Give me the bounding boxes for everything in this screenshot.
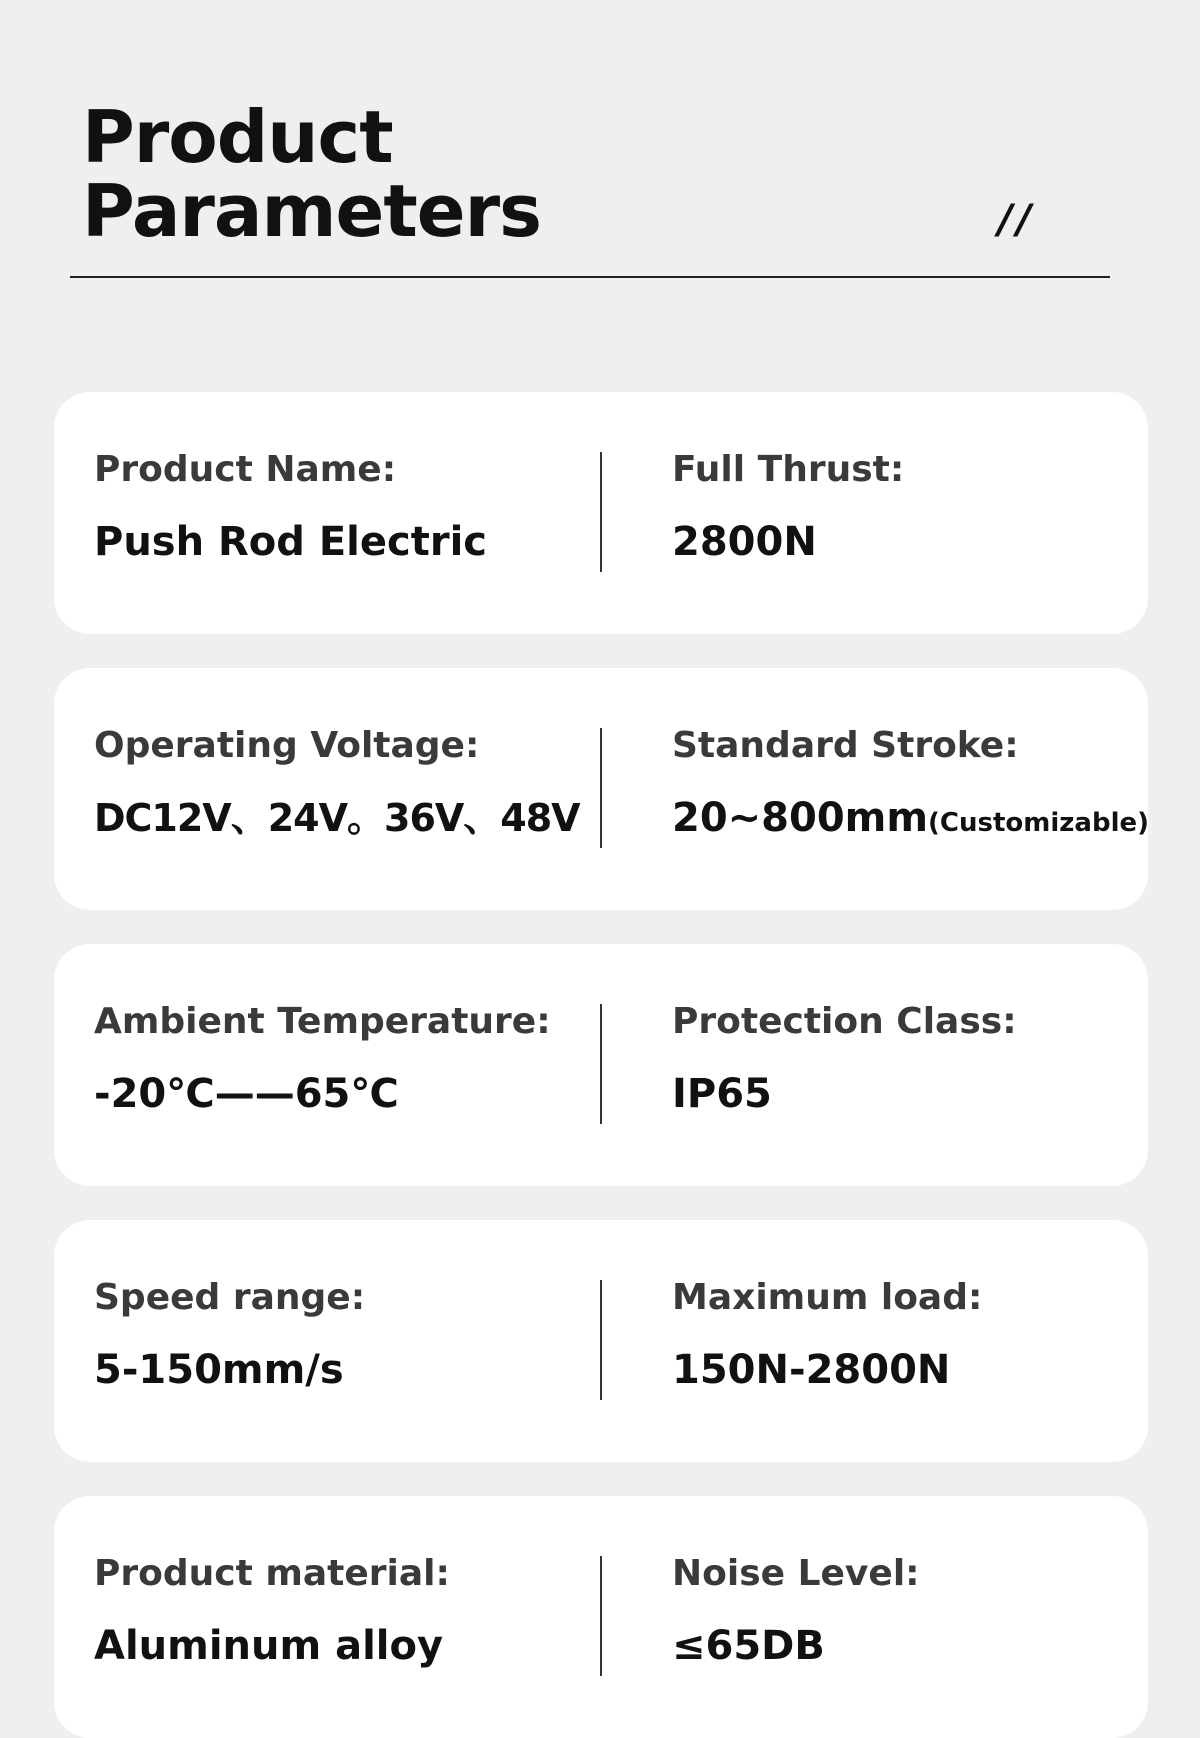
speed-range-value: 5-150mm/s [94, 1347, 344, 1393]
decorative-slash-mark: // [998, 197, 1036, 243]
product-name-value: Push Rod Electric [94, 519, 487, 565]
card-divider [600, 728, 602, 848]
maximum-load-value: 150N-2800N [672, 1347, 951, 1393]
operating-voltage-parameter [94, 724, 580, 842]
card-divider [600, 452, 602, 572]
protection-class-label: Protection Class: [672, 1001, 1017, 1042]
protection-class-parameter [672, 1000, 1017, 1118]
card-divider [600, 1556, 602, 1676]
speed-range-label: Speed range: [94, 1277, 366, 1318]
standard-stroke-parameter [672, 724, 1149, 847]
full-thrust-parameter [672, 448, 904, 566]
maximum-load-label: Maximum load: [672, 1277, 983, 1318]
noise-level-label: Noise Level: [672, 1553, 920, 1594]
operating-voltage-label: Operating Voltage: [94, 725, 480, 766]
parameter-card-material-noise [54, 1496, 1148, 1738]
speed-range-parameter [94, 1276, 365, 1394]
ambient-temperature-parameter [94, 1000, 551, 1118]
parameter-card-voltage-stroke [54, 668, 1148, 910]
parameter-card-temperature-protection [54, 944, 1148, 1186]
full-thrust-value: 2800N [672, 519, 817, 565]
card-divider [600, 1280, 602, 1400]
protection-class-value: IP65 [672, 1071, 772, 1117]
full-thrust-label: Full Thrust: [672, 449, 905, 490]
header-divider [70, 276, 1110, 278]
maximum-load-parameter [672, 1276, 982, 1394]
page-title [82, 95, 541, 253]
ambient-temperature-label: Ambient Temperature: [94, 1001, 551, 1042]
ambient-temperature-value: -20℃——65℃ [94, 1071, 399, 1117]
product-name-label: Product Name: [94, 449, 397, 490]
noise-level-value: ≤65DB [672, 1623, 825, 1669]
page-title-line-2: Parameters [82, 169, 541, 253]
product-material-value: Aluminum alloy [94, 1623, 444, 1669]
parameter-card-speed-load [54, 1220, 1148, 1462]
standard-stroke-label: Standard Stroke: [672, 725, 1019, 766]
standard-stroke-customizable-note: (Customizable) [928, 808, 1150, 838]
page-title-line-1: Product [82, 95, 393, 179]
standard-stroke-value-line [672, 794, 1149, 847]
product-material-label: Product material: [94, 1553, 450, 1594]
noise-level-parameter [672, 1552, 920, 1670]
product-material-parameter [94, 1552, 450, 1670]
operating-voltage-value: DC12V、24V。36V、48V [94, 796, 580, 840]
card-divider [600, 1004, 602, 1124]
product-name-parameter [94, 448, 487, 566]
parameter-card-name-thrust [54, 392, 1148, 634]
standard-stroke-value: 20~800mm [672, 795, 929, 841]
